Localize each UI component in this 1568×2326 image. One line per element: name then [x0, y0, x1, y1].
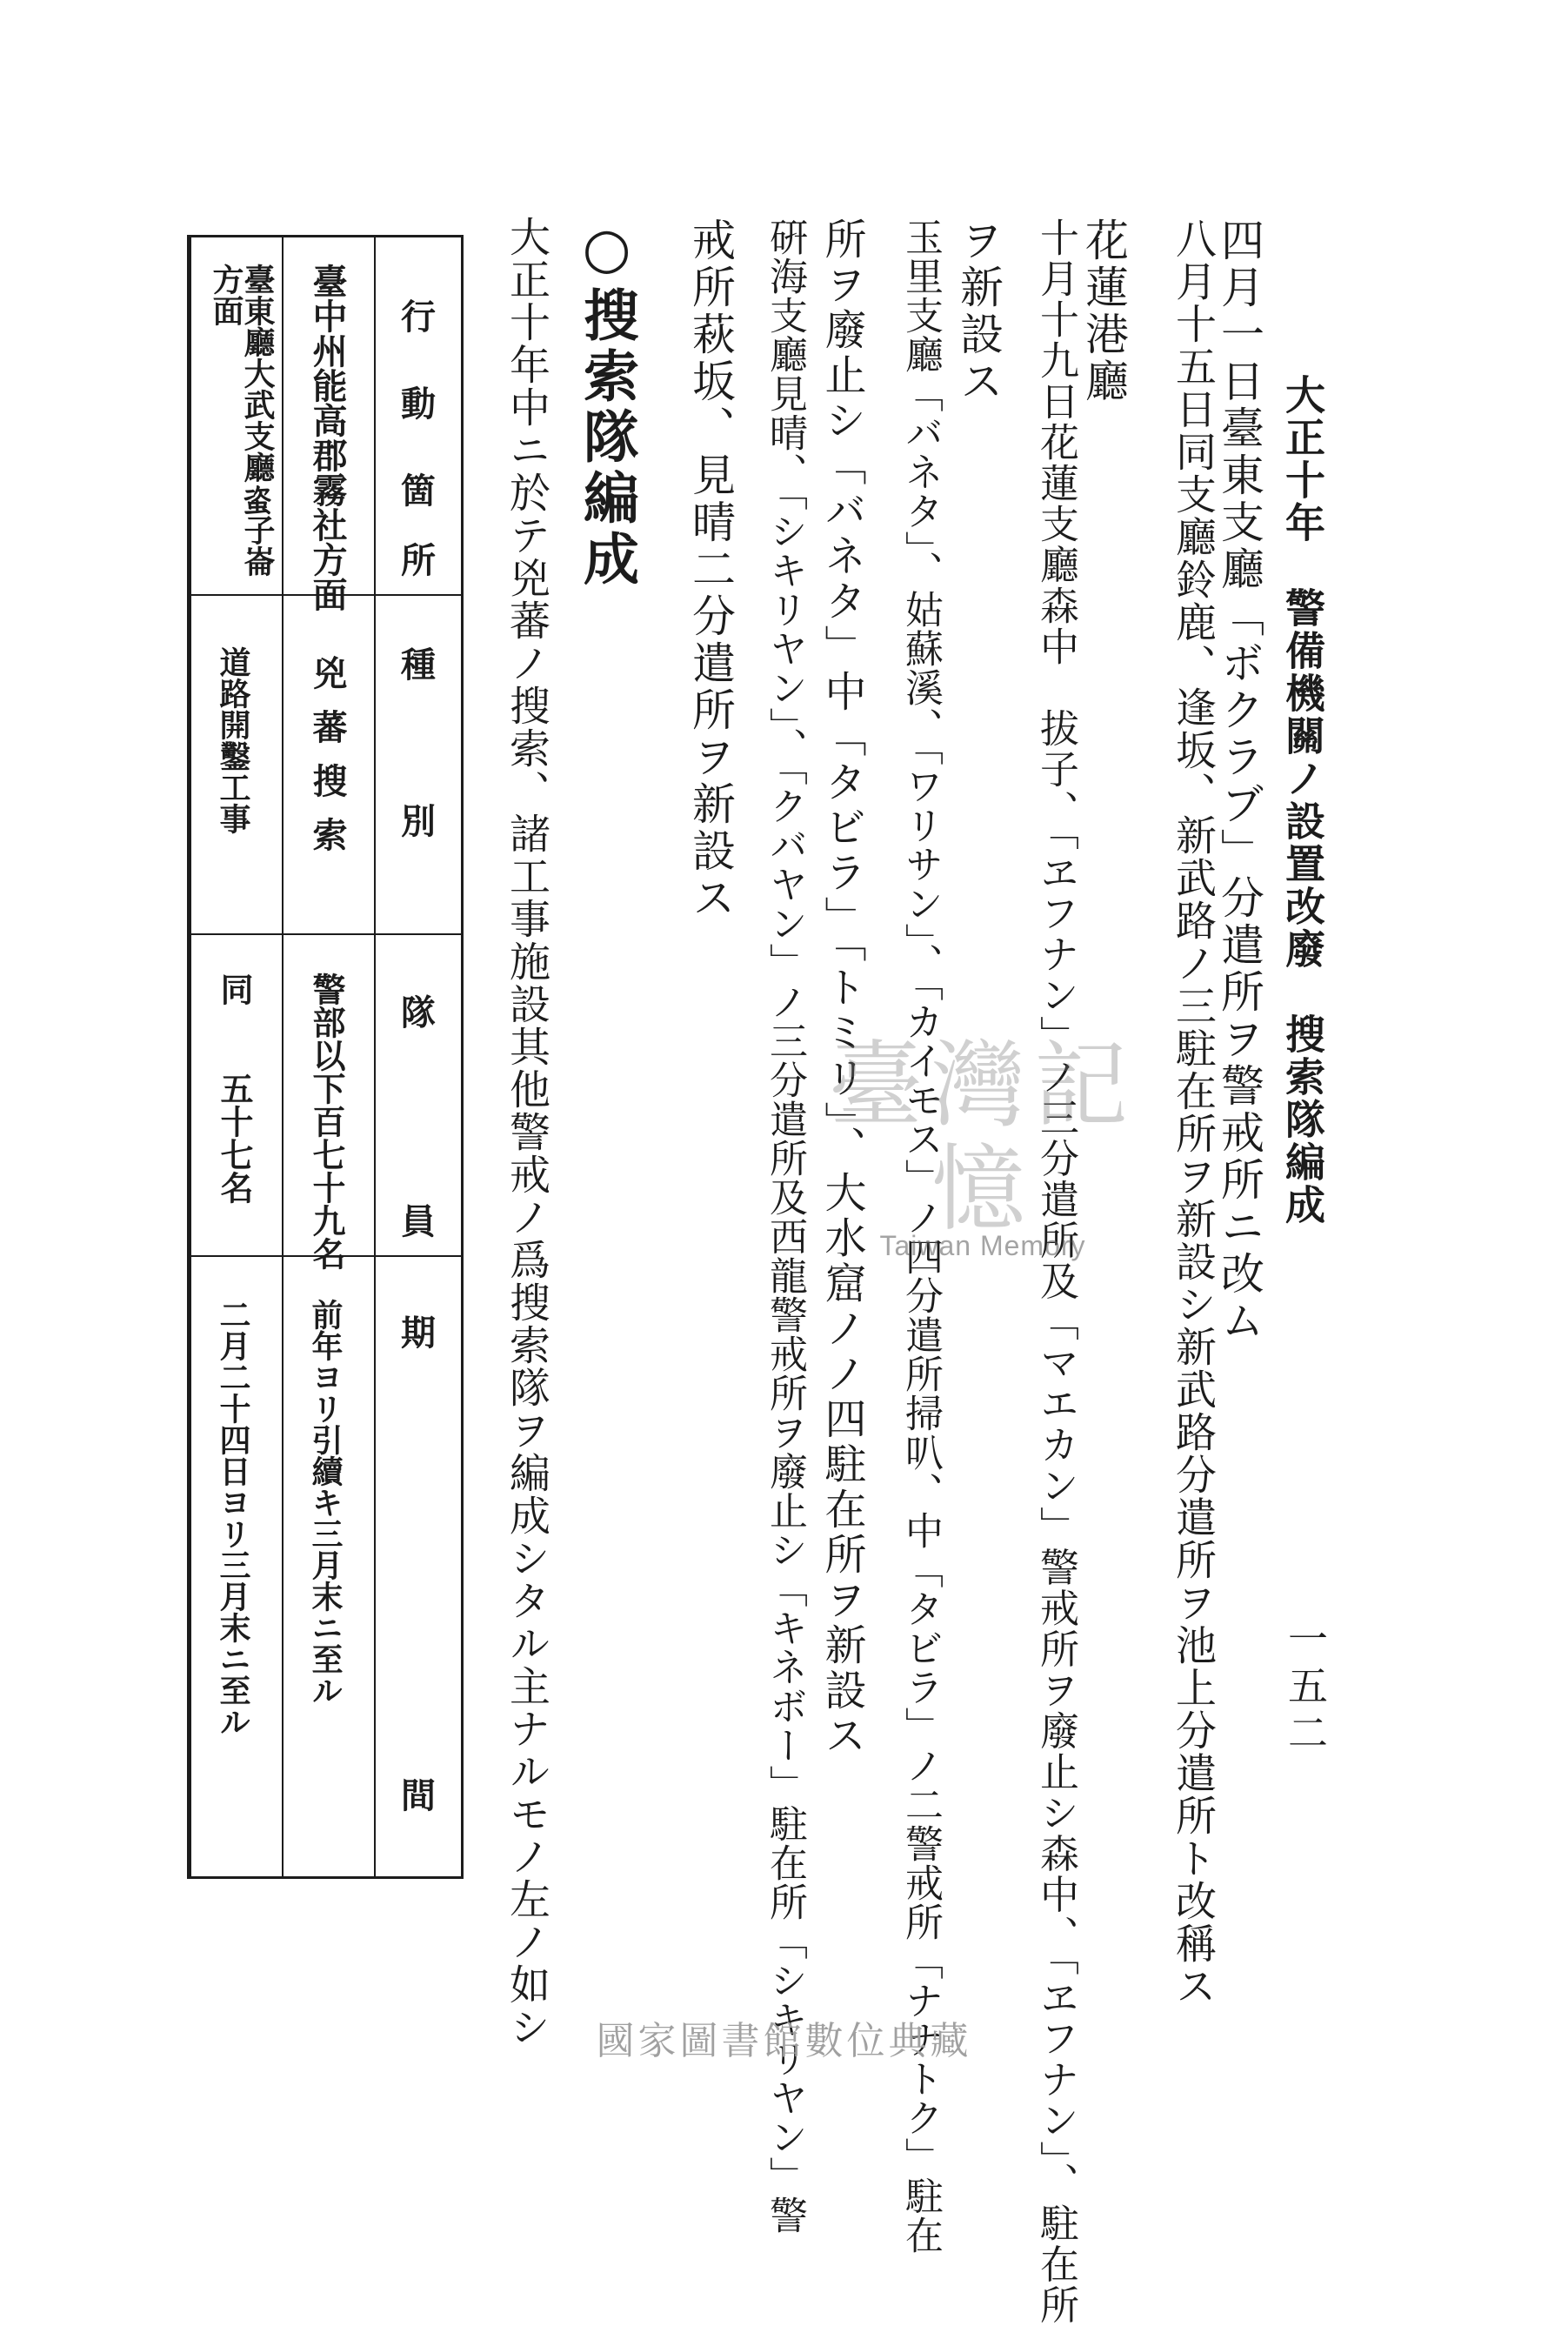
table-header-char: 期	[401, 1313, 436, 1353]
text-line: 硏海支廳見晴、「シキリヤン」、「クバヤン」ノ三分遣所及西龍警戒所ヲ廢止シ「キネボー」駐在所「シキリヤン」警	[763, 217, 807, 2235]
table-cell-members: 同 五十七名	[215, 973, 254, 1204]
section-heading: ○搜索隊編成	[574, 216, 639, 591]
table-header-char: 行	[401, 297, 436, 338]
page-number: 一五二	[1282, 1618, 1329, 1759]
text-line: 四月一日臺東支廳「ボクラブ」分遣所ヲ警戒所ニ改ム	[1214, 217, 1264, 1345]
watermark-logo: 臺灣記憶	[828, 1032, 1137, 1244]
table-header-char: 員	[401, 1201, 436, 1242]
text-line: ヲ新設ス	[953, 217, 1004, 405]
table-header-char: 間	[401, 1775, 436, 1816]
table-header-column	[376, 237, 461, 1876]
table-header-char: 隊	[401, 993, 436, 1033]
footer-credit: 國家圖書館數位典藏	[596, 2019, 972, 2063]
text-line: 花蓮港廳	[1078, 217, 1129, 405]
table-cell-kind: 兇蕃搜索	[307, 655, 348, 871]
table-header-char: 動	[401, 384, 436, 424]
table-divider	[282, 237, 284, 1876]
table-header-char: 箇	[401, 471, 436, 511]
intro-line: 大正十年中ニ於テ兇蕃ノ搜索、諸工事施設其他警戒ノ爲搜索隊ヲ編成シタル主ナルモノ左ノ如シ	[503, 216, 550, 2049]
text-line: 十月十九日花蓮支廳森中 拔子、「ヱフナン」ノ三分遣所及「マエカン」警戒所ヲ廢止シ森中、「ヱフナン」、駐在所	[1033, 217, 1079, 2326]
table-cell-kind: 道路開鑿工事	[215, 646, 251, 834]
watermark-caption: Taiwan Memory	[879, 1229, 1086, 1261]
table-cell-members: 警部以下百七十九名	[307, 973, 346, 1270]
running-header: 大正十年 警備機關ノ設置改廢 搜索隊編成	[1279, 374, 1326, 1226]
text-line: 八月十五日同支廳鈴鹿、逢坂、新武路ノ三駐在所ヲ新設シ新武路分遣所ヲ池上分遣所ト改稱ス	[1169, 217, 1217, 2008]
text-line: 玉里支廳「バネタ」、姑蘇溪、「ワリサン」、「カイモス」ノ四分遣所掃叭、中「タビラ」ノ二警戒所「ナナトク」駐在	[898, 217, 943, 2255]
text-line: 戒所萩坂、見晴二分遣所ヲ新設ス	[685, 217, 736, 922]
table-cell-period: 前年ヨリ引續キ三月末ニ至ル	[307, 1299, 344, 1706]
table-cell-location: 臺東廳大武支廳𧊒子崙方面	[208, 264, 276, 577]
table-cell-location: 臺中州能高郡霧社方面	[307, 264, 348, 612]
deployment-table	[187, 235, 464, 1879]
table-header-char: 種	[401, 645, 436, 685]
text-line: 所ヲ廢止シ「バネタ」中「タビラ」「トミリ」、大水窟ノノ四駐在所ヲ新設ス	[817, 217, 866, 1759]
table-header-char: 所	[401, 540, 436, 581]
table-header-char: 別	[401, 801, 436, 842]
table-cell-period: 二月二十四日ヨリ三月末ニ至ル	[215, 1299, 251, 1737]
